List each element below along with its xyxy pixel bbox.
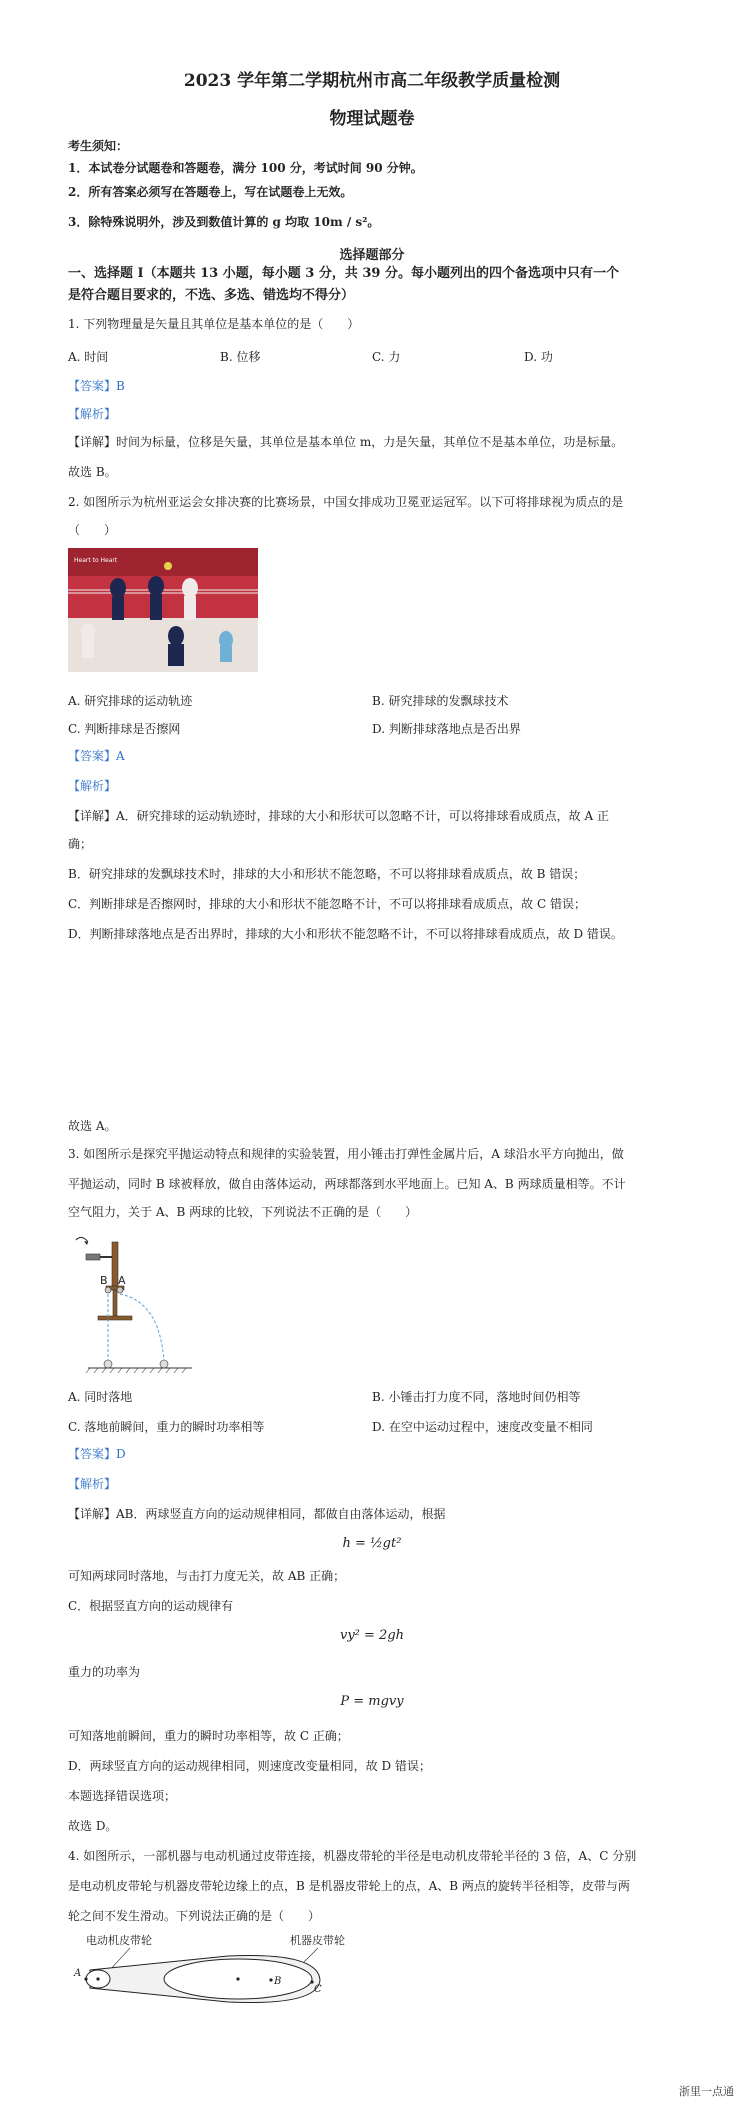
part1-instruction-1: 一、选择题 I（本题共 13 小题，每小题 3 分，共 39 分。每小题列出的四个备选项中只有一个 [68, 266, 619, 281]
q3-option-c: C. 落地前瞬间，重力的瞬时功率相等 [68, 1420, 265, 1434]
q3-formula-3: P = mgvy [340, 1694, 404, 1709]
q1-conclusion: 故选 B。 [68, 465, 117, 479]
point-b-label: B [274, 1976, 282, 1987]
q2-stem-1: 2. 如图所示为杭州亚运会女排决赛的比赛场景，中国女排成功卫冕亚运冠军。以下可将排球视为质点的是 [68, 495, 624, 509]
q1-stem: 1. 下列物理量是矢量且其单位是基本单位的是（ ） [68, 317, 360, 331]
q2-detail-2: 确； [68, 837, 93, 851]
q3-detail-7: 本题选择错误选项； [68, 1789, 177, 1803]
ball-a-label: A [118, 1274, 126, 1287]
point-c-label: C [314, 1984, 322, 1995]
q1-option-d: D. 功 [524, 350, 553, 364]
section-title: 选择题部分 [339, 248, 405, 263]
q3-detail-4: 重力的功率为 [68, 1665, 141, 1679]
photo-banner-text: Heart to Heart [74, 557, 118, 564]
belt-pulley-figure [68, 1932, 368, 2012]
q1-option-b: B. 位移 [220, 350, 261, 364]
q3-formula-2: vy² = 2gh [339, 1628, 405, 1643]
motor-pulley-label: 电动机皮带轮 [86, 1934, 152, 1947]
q1-option-a: A. 时间 [68, 350, 109, 364]
q1-analysis-label: 【解析】 [68, 407, 117, 421]
q2-option-a: A. 研究排球的运动轨迹 [68, 694, 193, 708]
q2-analysis-label: 【解析】 [68, 779, 117, 793]
q1-answer: 【答案】B [68, 379, 125, 393]
q3-analysis-label: 【解析】 [68, 1477, 117, 1491]
q3-detail-3: C．根据竖直方向的运动规律有 [68, 1599, 234, 1613]
q2-stem-2: （ ） [68, 523, 117, 537]
volleyball-photo [68, 548, 258, 672]
q2-detail-d: D．判断排球落地点是否出界时，排球的大小和形状不能忽略不计，不可以将排球看成质点，故 D 错误。 [68, 927, 623, 941]
exam-subtitle: 物理试题卷 [329, 109, 415, 129]
q4-stem-1: 4. 如图所示，一部机器与电动机通过皮带连接，机器皮带轮的半径是电动机皮带轮半径的 3 倍，A、C 分别 [68, 1849, 637, 1863]
exam-title: 2023 学年第二学期杭州市高二年级教学质量检测 [183, 71, 561, 91]
q2-option-c: C. 判断排球是否擦网 [68, 722, 181, 736]
point-a-label: A [74, 1968, 82, 1979]
machine-pulley-label: 机器皮带轮 [290, 1934, 345, 1947]
ball-b-label: B [100, 1274, 108, 1287]
footer-watermark: 浙里一点通 [679, 2085, 734, 2098]
q3-stem-2: 平抛运动，同时 B 球被释放，做自由落体运动，两球都落到水平地面上。已知 A、B 两球质量相等。不计 [68, 1177, 626, 1191]
q3-detail-5: 可知落地前瞬间，重力的瞬时功率相等，故 C 正确； [68, 1729, 349, 1743]
q3-answer: 【答案】D [68, 1447, 126, 1461]
notice-item-2: 2．所有答案必须写在答题卷上，写在试题卷上无效。 [68, 185, 353, 199]
q3-option-b: B. 小锤击打力度不同，落地时间仍相等 [372, 1390, 581, 1404]
q4-stem-3: 轮之间不发生滑动。下列说法正确的是（ ） [68, 1909, 321, 1923]
q3-detail-1: 【详解】AB．两球竖直方向的运动规律相同，都做自由落体运动，根据 [68, 1507, 446, 1521]
projectile-apparatus-figure [68, 1232, 198, 1376]
q3-formula-1: h = ½gt² [342, 1536, 402, 1551]
q3-stem-3: 空气阻力，关于 A、B 两球的比较，下列说法不正确的是（ ） [68, 1205, 418, 1219]
q3-conclusion: 故选 D。 [68, 1819, 118, 1833]
part1-instruction-2: 是符合题目要求的，不选、多选、错选均不得分） [68, 288, 355, 303]
q4-stem-2: 是电动机皮带轮与机器皮带轮边缘上的点，B 是机器皮带轮上的点，A、B 两点的旋转半径相等，皮带与两 [68, 1879, 630, 1893]
q2-detail-c: C．判断排球是否擦网时，排球的大小和形状不能忽略不计，不可以将排球看成质点，故 C 错误； [68, 897, 586, 911]
notice-heading: 考生须知： [68, 139, 129, 153]
notice-item-1: 1．本试卷分试题卷和答题卷，满分 100 分，考试时间 90 分钟。 [68, 161, 423, 175]
q2-answer: 【答案】A [68, 749, 125, 763]
notice-item-3: 3．除特殊说明外，涉及到数值计算的 g 均取 10m / s²。 [68, 215, 380, 229]
q2-option-b: B. 研究排球的发飘球技术 [372, 694, 509, 708]
q1-detail: 【详解】时间为标量，位移是矢量，其单位是基本单位 m，力是矢量，其单位不是基本单位，功是标量。 [68, 435, 624, 449]
q2-detail-1: 【详解】A．研究排球的运动轨迹时，排球的大小和形状可以忽略不计，可以将排球看成质点，故 A 正 [68, 809, 609, 823]
q3-detail-2: 可知两球同时落地，与击打力度无关，故 AB 正确； [68, 1569, 346, 1583]
q2-option-d: D. 判断排球落地点是否出界 [372, 722, 521, 736]
q1-option-c: C. 力 [372, 350, 401, 364]
q3-option-d: D. 在空中运动过程中，速度改变量不相同 [372, 1420, 593, 1434]
q3-option-a: A. 同时落地 [68, 1390, 133, 1404]
q3-detail-6: D．两球竖直方向的运动规律相同，则速度改变量相同，故 D 错误； [68, 1759, 431, 1773]
q2-detail-b: B．研究排球的发飘球技术时，排球的大小和形状不能忽略，不可以将排球看成质点，故 B 错误； [68, 867, 586, 881]
q2-conclusion: 故选 A。 [68, 1119, 117, 1133]
q3-stem-1: 3. 如图所示是探究平抛运动特点和规律的实验装置，用小锤击打弹性金属片后，A 球沿水平方向抛出，做 [68, 1147, 624, 1161]
